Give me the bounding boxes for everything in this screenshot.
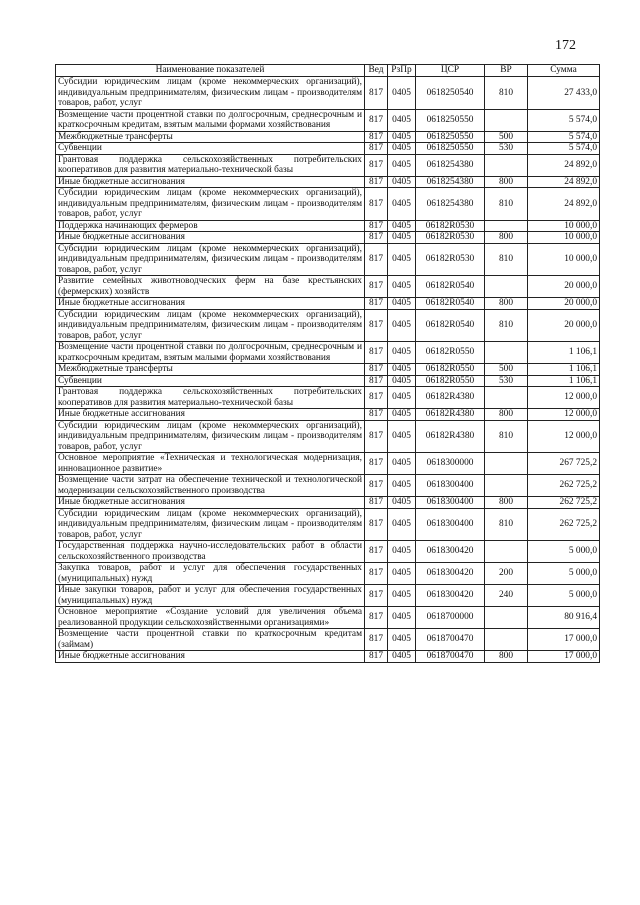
row-rzpr-cell: 0405 <box>388 497 416 509</box>
row-name-cell: Государственная поддержка научно-исследовательских работ в области сельскохозяйственного производства <box>56 541 365 563</box>
table-row <box>56 220 600 232</box>
row-rzpr-cell: 0405 <box>388 77 416 110</box>
row-ved-cell: 817 <box>365 497 388 509</box>
row-ved-cell: 817 <box>365 541 388 563</box>
row-vr-cell <box>485 387 528 409</box>
row-sum-cell: 17 000,0 <box>528 629 600 651</box>
row-vr-cell <box>485 342 528 364</box>
row-csr-cell: 0618254380 <box>416 176 485 188</box>
row-csr-cell: 06182R0530 <box>416 243 485 276</box>
row-vr-cell: 810 <box>485 420 528 453</box>
table-row <box>56 131 600 143</box>
row-vr-cell <box>485 541 528 563</box>
row-rzpr-cell: 0405 <box>388 475 416 497</box>
row-name-cell: Субсидии юридическим лицам (кроме некоммерческих организаций), индивидуальным предпринимателям, физическим лицам - производителям товаров, работ, услуг <box>56 188 365 221</box>
row-vr-cell <box>485 607 528 629</box>
row-csr-cell: 06182R0550 <box>416 375 485 387</box>
row-vr-cell: 800 <box>485 298 528 310</box>
table-row <box>56 309 600 342</box>
table-row <box>56 364 600 376</box>
row-csr-cell: 0618250550 <box>416 131 485 143</box>
row-name-cell: Основное мероприятие «Создание условий для увеличения объема реализованной продукции сельскохозяйственными организациями» <box>56 607 365 629</box>
row-vr-cell <box>485 154 528 176</box>
row-rzpr-cell: 0405 <box>388 364 416 376</box>
row-sum-cell: 20 000,0 <box>528 309 600 342</box>
table-row <box>56 298 600 310</box>
row-sum-cell: 27 433,0 <box>528 77 600 110</box>
table-row <box>56 497 600 509</box>
row-name-cell: Субвенции <box>56 143 365 155</box>
row-name-cell: Иные бюджетные ассигнования <box>56 176 365 188</box>
row-ved-cell: 817 <box>365 629 388 651</box>
row-rzpr-cell: 0405 <box>388 508 416 541</box>
row-rzpr-cell: 0405 <box>388 387 416 409</box>
row-name-cell: Возмещение части процентной ставки по долгосрочным, среднесрочным и краткосрочным кредитам, взятым малыми формами хозяйствования <box>56 342 365 364</box>
row-rzpr-cell: 0405 <box>388 563 416 585</box>
row-vr-cell <box>485 629 528 651</box>
row-vr-cell <box>485 475 528 497</box>
row-ved-cell: 817 <box>365 651 388 663</box>
row-name-cell: Иные бюджетные ассигнования <box>56 497 365 509</box>
column-header-sum: Сумма <box>528 65 600 77</box>
row-vr-cell <box>485 220 528 232</box>
row-csr-cell: 0618250550 <box>416 109 485 131</box>
row-rzpr-cell: 0405 <box>388 220 416 232</box>
row-name-cell: Поддержка начинающих фермеров <box>56 220 365 232</box>
row-rzpr-cell: 0405 <box>388 188 416 221</box>
row-csr-cell: 0618300000 <box>416 453 485 475</box>
row-ved-cell: 817 <box>365 298 388 310</box>
row-csr-cell: 0618254380 <box>416 188 485 221</box>
table-row <box>56 232 600 244</box>
table-row <box>56 475 600 497</box>
row-ved-cell: 817 <box>365 342 388 364</box>
row-csr-cell: 0618250540 <box>416 77 485 110</box>
row-sum-cell: 267 725,2 <box>528 453 600 475</box>
row-sum-cell: 1 106,1 <box>528 375 600 387</box>
row-vr-cell: 800 <box>485 651 528 663</box>
row-name-cell: Грантовая поддержка сельскохозяйственных потребительских кооперативов для развития материально-технической базы <box>56 387 365 409</box>
row-sum-cell: 5 574,0 <box>528 143 600 155</box>
row-csr-cell: 0618300400 <box>416 497 485 509</box>
row-rzpr-cell: 0405 <box>388 276 416 298</box>
row-ved-cell: 817 <box>365 420 388 453</box>
column-header-ved: Вед <box>365 65 388 77</box>
row-sum-cell: 5 574,0 <box>528 109 600 131</box>
row-csr-cell: 06182R0550 <box>416 364 485 376</box>
row-csr-cell: 06182R0540 <box>416 276 485 298</box>
row-vr-cell: 810 <box>485 77 528 110</box>
row-rzpr-cell: 0405 <box>388 243 416 276</box>
row-vr-cell: 800 <box>485 232 528 244</box>
table-row <box>56 420 600 453</box>
table-row <box>56 188 600 221</box>
row-sum-cell: 80 916,4 <box>528 607 600 629</box>
row-sum-cell: 262 725,2 <box>528 508 600 541</box>
row-sum-cell: 10 000,0 <box>528 220 600 232</box>
row-csr-cell: 06182R4380 <box>416 387 485 409</box>
row-ved-cell: 817 <box>365 508 388 541</box>
row-ved-cell: 817 <box>365 109 388 131</box>
table-row <box>56 563 600 585</box>
row-vr-cell: 810 <box>485 243 528 276</box>
row-rzpr-cell: 0405 <box>388 298 416 310</box>
row-csr-cell: 06182R0530 <box>416 220 485 232</box>
row-name-cell: Закупка товаров, работ и услуг для обеспечения государственных (муниципальных) нужд <box>56 563 365 585</box>
table-row <box>56 143 600 155</box>
row-rzpr-cell: 0405 <box>388 342 416 364</box>
row-vr-cell: 800 <box>485 176 528 188</box>
row-name-cell: Субсидии юридическим лицам (кроме некоммерческих организаций), индивидуальным предпринимателям, физическим лицам - производителям товаров, работ, услуг <box>56 243 365 276</box>
table-row <box>56 508 600 541</box>
row-ved-cell: 817 <box>365 220 388 232</box>
row-csr-cell: 0618300420 <box>416 563 485 585</box>
row-vr-cell: 800 <box>485 409 528 421</box>
row-ved-cell: 817 <box>365 243 388 276</box>
budget-table <box>55 64 600 663</box>
row-name-cell: Иные закупки товаров, работ и услуг для обеспечения государственных (муниципальных) нужд <box>56 585 365 607</box>
row-name-cell: Иные бюджетные ассигнования <box>56 651 365 663</box>
row-rzpr-cell: 0405 <box>388 143 416 155</box>
row-name-cell: Иные бюджетные ассигнования <box>56 232 365 244</box>
row-name-cell: Субсидии юридическим лицам (кроме некоммерческих организаций), индивидуальным предпринимателям, физическим лицам - производителям товаров, работ, услуг <box>56 77 365 110</box>
row-ved-cell: 817 <box>365 154 388 176</box>
table-row <box>56 629 600 651</box>
row-vr-cell: 200 <box>485 563 528 585</box>
row-rzpr-cell: 0405 <box>388 131 416 143</box>
row-rzpr-cell: 0405 <box>388 409 416 421</box>
row-sum-cell: 5 574,0 <box>528 131 600 143</box>
table-row <box>56 453 600 475</box>
table-body <box>56 77 600 663</box>
row-vr-cell: 500 <box>485 364 528 376</box>
row-csr-cell: 0618700000 <box>416 607 485 629</box>
row-csr-cell: 0618250550 <box>416 143 485 155</box>
row-name-cell: Развитие семейных животноводческих ферм на базе крестьянских (фермерских) хозяйств <box>56 276 365 298</box>
table-row <box>56 77 600 110</box>
row-rzpr-cell: 0405 <box>388 420 416 453</box>
row-csr-cell: 0618300400 <box>416 508 485 541</box>
row-name-cell: Грантовая поддержка сельскохозяйственных потребительских кооперативов для развития материально-технической базы <box>56 154 365 176</box>
row-sum-cell: 5 000,0 <box>528 541 600 563</box>
row-rzpr-cell: 0405 <box>388 607 416 629</box>
row-vr-cell: 530 <box>485 375 528 387</box>
table-row <box>56 375 600 387</box>
row-csr-cell: 0618700470 <box>416 651 485 663</box>
row-rzpr-cell: 0405 <box>388 585 416 607</box>
row-vr-cell: 500 <box>485 131 528 143</box>
row-rzpr-cell: 0405 <box>388 375 416 387</box>
row-rzpr-cell: 0405 <box>388 154 416 176</box>
table-row <box>56 541 600 563</box>
row-ved-cell: 817 <box>365 387 388 409</box>
row-csr-cell: 06182R0550 <box>416 342 485 364</box>
table-row <box>56 176 600 188</box>
row-csr-cell: 0618300420 <box>416 585 485 607</box>
table-row <box>56 607 600 629</box>
row-rzpr-cell: 0405 <box>388 651 416 663</box>
row-vr-cell: 810 <box>485 309 528 342</box>
row-rzpr-cell: 0405 <box>388 176 416 188</box>
row-sum-cell: 20 000,0 <box>528 276 600 298</box>
table-header-row <box>56 65 600 77</box>
row-ved-cell: 817 <box>365 143 388 155</box>
column-header-name: Наименование показателей <box>56 65 365 77</box>
column-header-rzpr: РзПр <box>388 65 416 77</box>
column-header-vr: ВР <box>485 65 528 77</box>
row-name-cell: Субвенции <box>56 375 365 387</box>
row-csr-cell: 06182R0540 <box>416 309 485 342</box>
row-ved-cell: 817 <box>365 77 388 110</box>
row-sum-cell: 10 000,0 <box>528 232 600 244</box>
table-row <box>56 109 600 131</box>
row-sum-cell: 12 000,0 <box>528 387 600 409</box>
row-sum-cell: 262 725,2 <box>528 475 600 497</box>
table-row <box>56 651 600 663</box>
row-vr-cell: 800 <box>485 497 528 509</box>
row-rzpr-cell: 0405 <box>388 109 416 131</box>
row-vr-cell <box>485 453 528 475</box>
table-row <box>56 342 600 364</box>
row-sum-cell: 24 892,0 <box>528 176 600 188</box>
table-row <box>56 276 600 298</box>
page-number: 172 <box>555 38 576 53</box>
row-name-cell: Возмещение части процентной ставки по краткосрочным кредитам (займам) <box>56 629 365 651</box>
row-sum-cell: 262 725,2 <box>528 497 600 509</box>
table-row <box>56 585 600 607</box>
row-ved-cell: 817 <box>365 309 388 342</box>
row-ved-cell: 817 <box>365 131 388 143</box>
row-csr-cell: 0618700470 <box>416 629 485 651</box>
row-sum-cell: 20 000,0 <box>528 298 600 310</box>
row-ved-cell: 817 <box>365 232 388 244</box>
row-sum-cell: 12 000,0 <box>528 409 600 421</box>
row-name-cell: Межбюджетные трансферты <box>56 364 365 376</box>
row-ved-cell: 817 <box>365 375 388 387</box>
row-name-cell: Иные бюджетные ассигнования <box>56 409 365 421</box>
row-ved-cell: 817 <box>365 188 388 221</box>
row-ved-cell: 817 <box>365 563 388 585</box>
table-row <box>56 243 600 276</box>
row-csr-cell: 06182R4380 <box>416 420 485 453</box>
row-csr-cell: 06182R0530 <box>416 232 485 244</box>
table-row <box>56 387 600 409</box>
row-sum-cell: 1 106,1 <box>528 342 600 364</box>
table-row <box>56 409 600 421</box>
row-rzpr-cell: 0405 <box>388 541 416 563</box>
row-vr-cell <box>485 276 528 298</box>
row-name-cell: Возмещение части затрат на обеспечение технической и технологической модернизации сельскохозяйственного производства <box>56 475 365 497</box>
row-vr-cell <box>485 109 528 131</box>
row-ved-cell: 817 <box>365 364 388 376</box>
row-sum-cell: 12 000,0 <box>528 420 600 453</box>
row-csr-cell: 0618254380 <box>416 154 485 176</box>
row-csr-cell: 06182R4380 <box>416 409 485 421</box>
row-vr-cell: 810 <box>485 188 528 221</box>
row-ved-cell: 817 <box>365 453 388 475</box>
row-ved-cell: 817 <box>365 585 388 607</box>
row-rzpr-cell: 0405 <box>388 309 416 342</box>
row-vr-cell: 530 <box>485 143 528 155</box>
row-ved-cell: 817 <box>365 176 388 188</box>
row-sum-cell: 24 892,0 <box>528 188 600 221</box>
column-header-csr: ЦСР <box>416 65 485 77</box>
row-sum-cell: 17 000,0 <box>528 651 600 663</box>
row-ved-cell: 817 <box>365 475 388 497</box>
row-ved-cell: 817 <box>365 409 388 421</box>
row-sum-cell: 1 106,1 <box>528 364 600 376</box>
row-name-cell: Иные бюджетные ассигнования <box>56 298 365 310</box>
row-vr-cell: 810 <box>485 508 528 541</box>
row-rzpr-cell: 0405 <box>388 232 416 244</box>
row-rzpr-cell: 0405 <box>388 629 416 651</box>
row-name-cell: Возмещение части процентной ставки по долгосрочным, среднесрочным и краткосрочным кредитам, взятым малыми формами хозяйствования <box>56 109 365 131</box>
row-name-cell: Межбюджетные трансферты <box>56 131 365 143</box>
table-row <box>56 154 600 176</box>
row-vr-cell: 240 <box>485 585 528 607</box>
row-csr-cell: 0618300400 <box>416 475 485 497</box>
row-sum-cell: 24 892,0 <box>528 154 600 176</box>
row-ved-cell: 817 <box>365 607 388 629</box>
row-csr-cell: 06182R0540 <box>416 298 485 310</box>
row-rzpr-cell: 0405 <box>388 453 416 475</box>
row-sum-cell: 5 000,0 <box>528 585 600 607</box>
row-ved-cell: 817 <box>365 276 388 298</box>
row-name-cell: Субсидии юридическим лицам (кроме некоммерческих организаций), индивидуальным предпринимателям, физическим лицам - производителям товаров, работ, услуг <box>56 420 365 453</box>
row-name-cell: Субсидии юридическим лицам (кроме некоммерческих организаций), индивидуальным предпринимателям, физическим лицам - производителям товаров, работ, услуг <box>56 309 365 342</box>
row-sum-cell: 5 000,0 <box>528 563 600 585</box>
row-csr-cell: 0618300420 <box>416 541 485 563</box>
row-sum-cell: 10 000,0 <box>528 243 600 276</box>
row-name-cell: Основное мероприятие «Техническая и технологическая модернизация, инновационное развитие» <box>56 453 365 475</box>
row-name-cell: Субсидии юридическим лицам (кроме некоммерческих организаций), индивидуальным предпринимателям, физическим лицам - производителям товаров, работ, услуг <box>56 508 365 541</box>
